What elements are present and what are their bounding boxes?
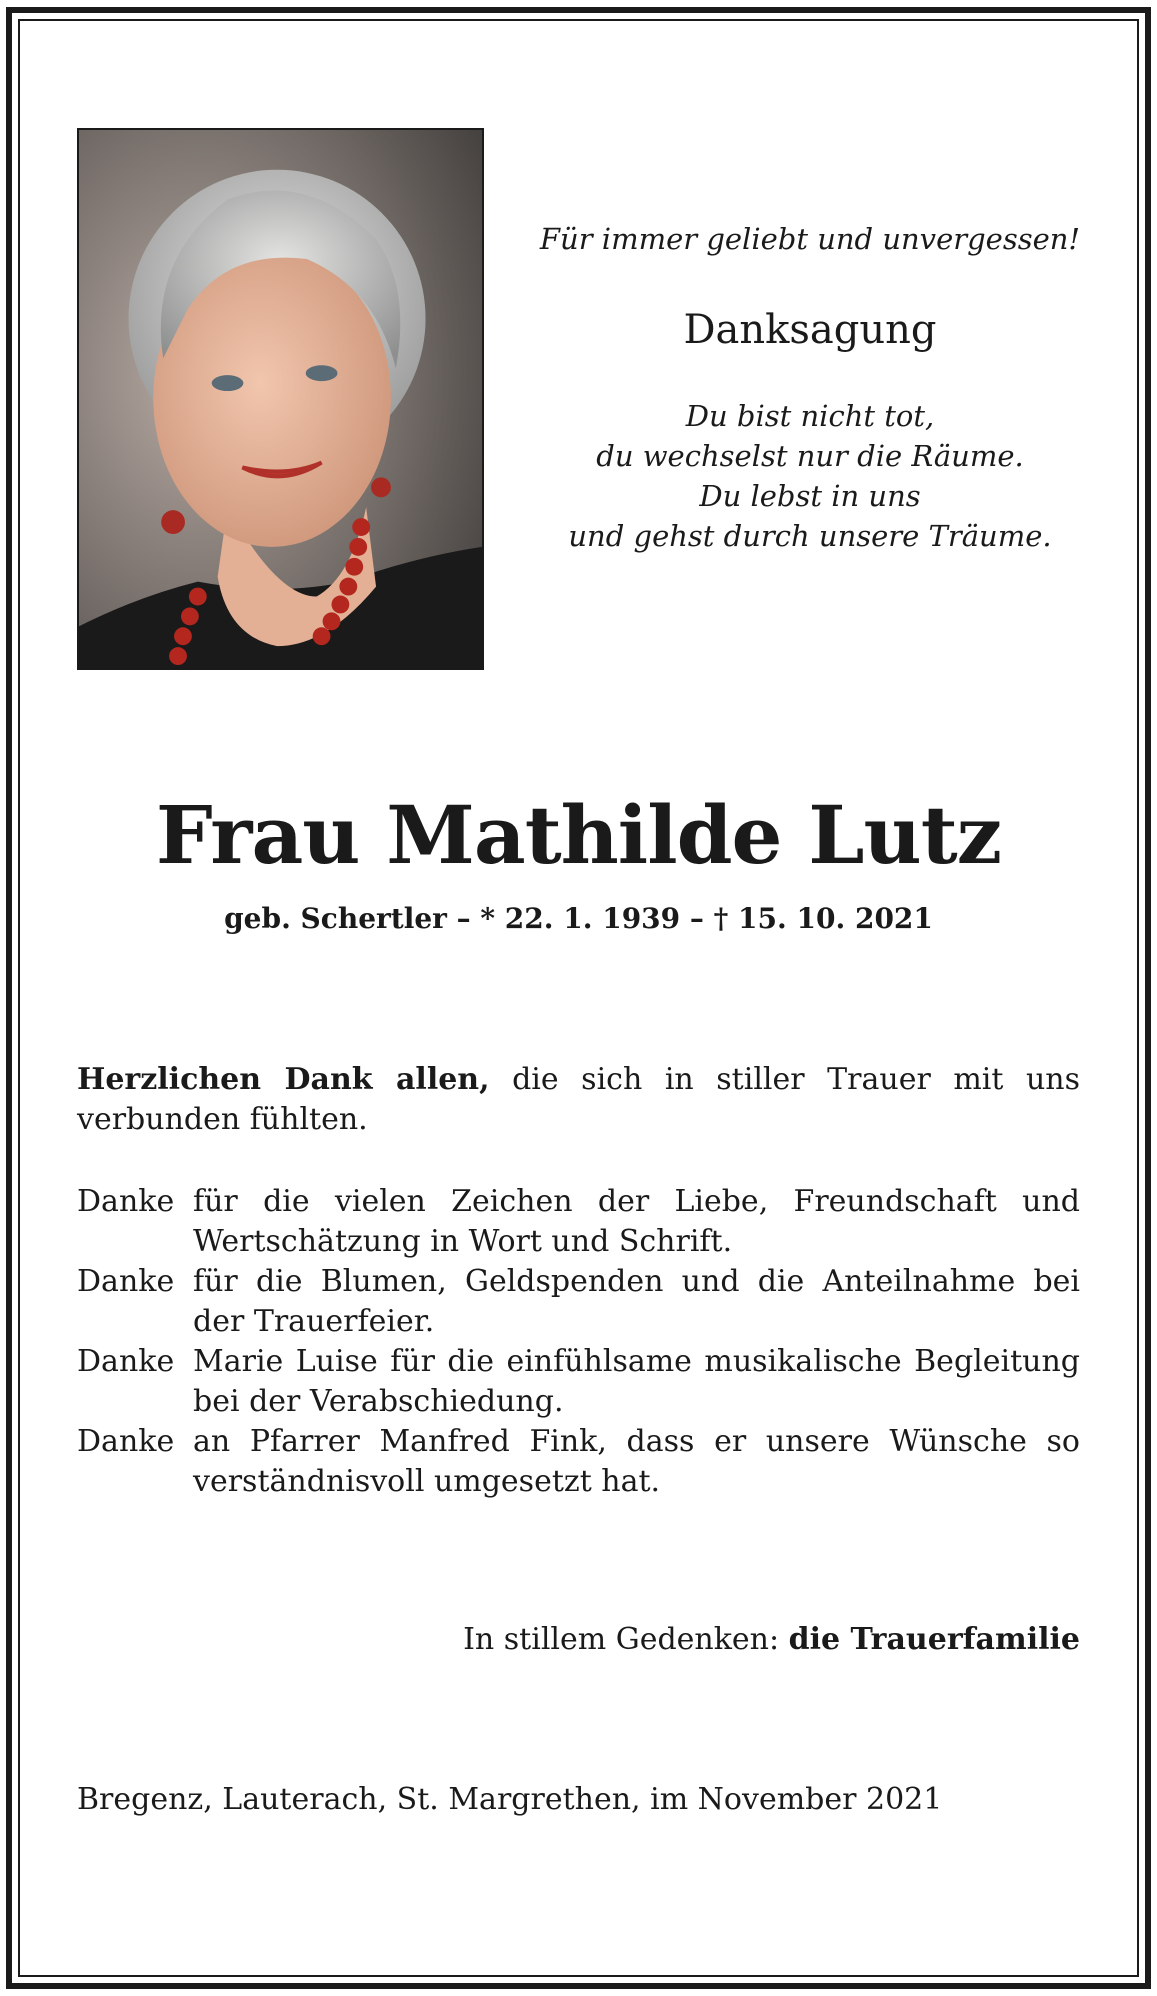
lifespan: geb. Schertler – * 22. 1. 1939 – † 15. 10. 2021 [224, 902, 933, 935]
intro-rest: die sich in stiller Trauer mit uns verbunden fühlten. [77, 1062, 1081, 1137]
intro-paragraph [77, 1060, 1080, 1140]
motto: Für immer geliebt und unvergessen! [539, 222, 1081, 256]
thanks-item [77, 1342, 1080, 1422]
verse-line: Du bist nicht tot, [685, 399, 935, 433]
signoff-prefix: In stillem Gedenken: [463, 1622, 789, 1657]
verse-line: Du lebst in uns [699, 479, 921, 513]
thanks-item [77, 1262, 1080, 1342]
verse-line: du wechselst nur die Räume. [596, 439, 1024, 473]
thanks-word: Danke [77, 1424, 175, 1459]
place-and-date: Bregenz, Lauterach, St. Margrethen, im November 2021 [77, 1782, 943, 1817]
intro-bold: Herzlichen Dank allen, [77, 1062, 490, 1097]
portrait-photo [77, 128, 484, 670]
heading-danksagung: Danksagung [683, 307, 937, 353]
portrait-photo-icon [79, 130, 482, 668]
thanks-list [77, 1182, 1080, 1502]
verse [520, 396, 1100, 556]
thanks-word: Danke [77, 1184, 175, 1219]
thanks-word: Danke [77, 1264, 175, 1299]
verse-line: und gehst durch unsere Träume. [568, 519, 1052, 553]
signoff [77, 1620, 1080, 1660]
thanks-item [77, 1182, 1080, 1262]
thanks-text: Marie Luise für die einfühlsame musikalische Begleitung bei der Verabschiedung. [193, 1344, 1080, 1419]
thanks-text: an Pfarrer Manfred Fink, dass er unsere Wünsche so verständnisvoll umgesetzt hat. [193, 1424, 1080, 1499]
thanks-word: Danke [77, 1344, 175, 1379]
deceased-name: Frau Mathilde Lutz [155, 788, 1002, 882]
signoff-family: die Trauerfamilie [788, 1622, 1080, 1657]
thanks-text: für die vielen Zeichen der Liebe, Freundschaft und Wertschätzung in Wort und Schrift. [193, 1184, 1080, 1259]
thanks-text: für die Blumen, Geldspenden und die Anteilnahme bei der Trauerfeier. [193, 1264, 1080, 1339]
thanks-item [77, 1422, 1080, 1502]
